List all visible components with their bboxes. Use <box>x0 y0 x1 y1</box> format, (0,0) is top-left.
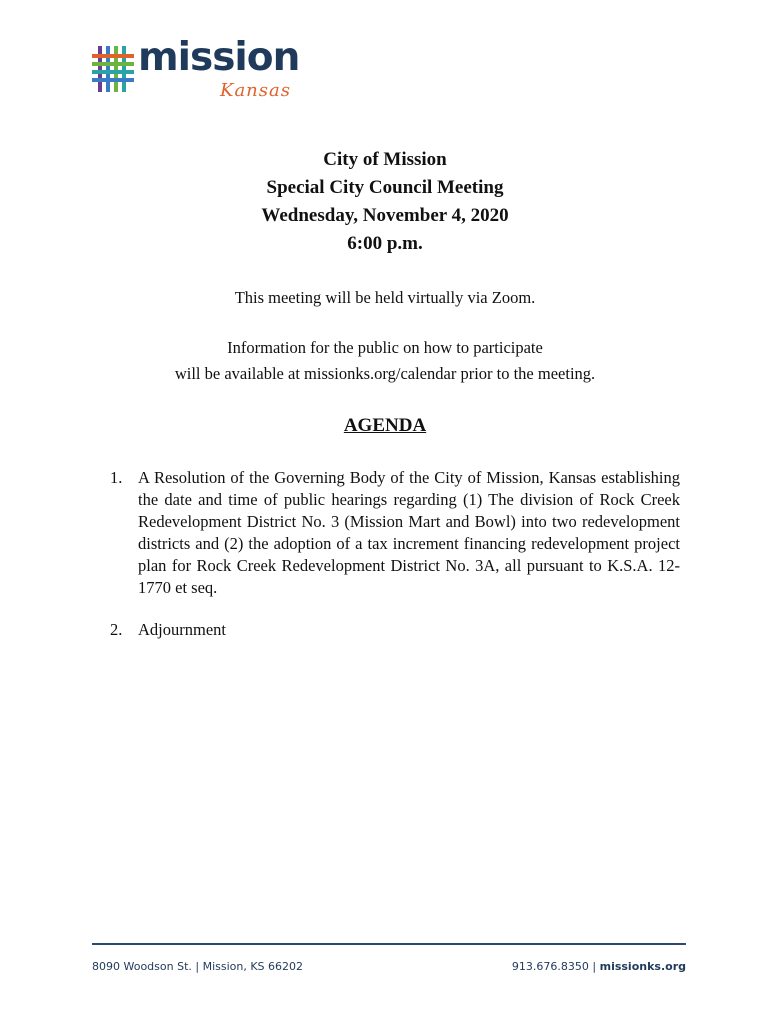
agenda-item-text: Adjournment <box>138 620 226 639</box>
footer-divider <box>92 943 686 945</box>
agenda-item-number: 1. <box>110 468 123 487</box>
agenda-item-number: 2. <box>110 620 123 639</box>
meeting-date: Wednesday, November 4, 2020 <box>261 205 509 226</box>
agenda-heading: AGENDA <box>343 415 427 436</box>
footer-contact <box>512 960 686 973</box>
logo-wordmark: mission <box>138 35 300 80</box>
agenda-item-text: A Resolution of the Governing Body of the City of Mission, Kansas establishing the date and time of public hearings regarding (1) The division of Rock Creek Redevelopment District No. 3 (Mission Mart and Bowl) into two redevelopment districts and (2) the adoption of a tax increment financing redevelopment project plan for Rock Creek Redevelopment District No. 3A, all pursuant to K.S.A. 12-1770 et seq. <box>138 468 680 597</box>
city-name: City of Mission <box>323 149 447 170</box>
footer-website: missionks.org <box>599 960 686 973</box>
meeting-title-block <box>0 146 770 258</box>
mission-grid-icon <box>92 46 134 92</box>
agenda-item <box>110 467 680 599</box>
agenda-list <box>110 467 680 661</box>
meeting-time: 6:00 p.m. <box>347 233 423 254</box>
public-participation-notice <box>0 335 770 387</box>
zoom-notice: This meeting will be held virtually via Zoom. <box>234 288 536 307</box>
meeting-type: Special City Council Meeting <box>266 177 504 198</box>
footer-address: 8090 Woodson St. | Mission, KS 66202 <box>92 960 304 973</box>
public-notice-line-2: will be available at missionks.org/calendar prior to the meeting. <box>174 364 596 383</box>
public-notice-line-1: Information for the public on how to participate <box>227 338 543 357</box>
footer-phone: 913.676.8350 | <box>511 960 600 973</box>
logo-script-kansas: Kansas <box>220 80 291 101</box>
mission-logo <box>92 35 302 106</box>
agenda-item <box>110 619 680 641</box>
